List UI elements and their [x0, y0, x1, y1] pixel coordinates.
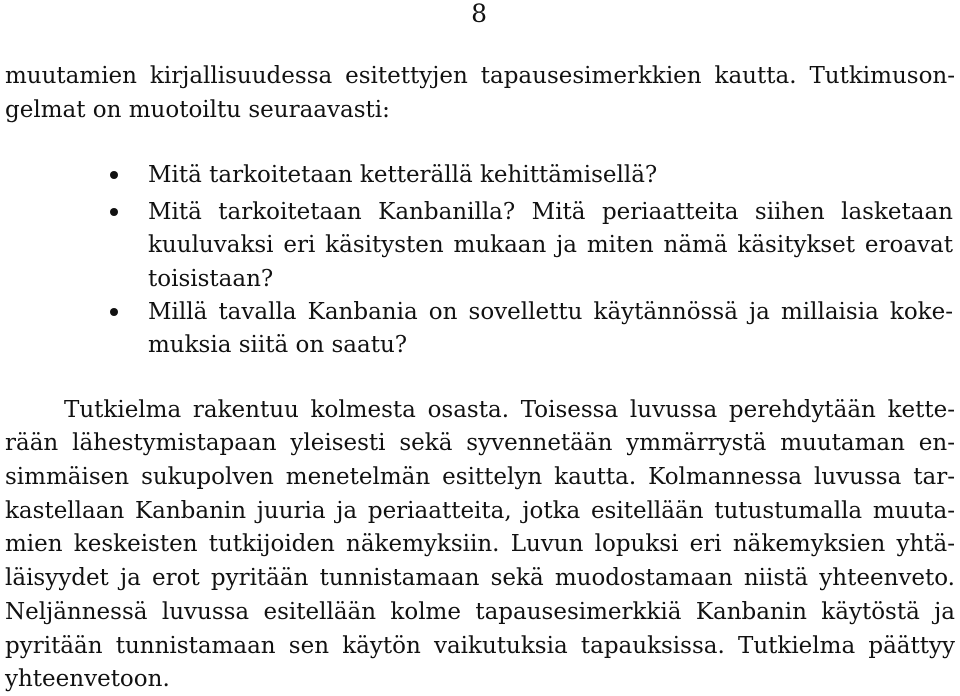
bullet-icon — [110, 308, 118, 316]
bullet-icon — [110, 171, 118, 179]
question-2-line-2: kuuluvaksi eri käsitysten mukaan ja miten nämä käsitykset eroavat — [148, 232, 953, 258]
intro-line-2: gelmat on muotoiltu seuraavasti: — [5, 97, 390, 123]
bullet-icon — [110, 208, 118, 216]
paragraph-line-7: Neljännessä luvussa esitellään kolme tapausesimerkkiä Kanbanin käytöstä ja — [5, 599, 955, 625]
paragraph-line-1: Tutkielma rakentuu kolmesta osasta. Toisessa luvussa perehdytään kette- — [64, 397, 955, 423]
page-number: 8 — [471, 0, 487, 28]
paragraph-line-2: rään lähestymistapaan yleisesti sekä syvennetään ymmärrystä muutaman en- — [5, 430, 955, 456]
question-3-line-1: Millä tavalla Kanbania on sovellettu käytännössä ja millaisia koke- — [148, 299, 953, 325]
paragraph-line-9: yhteenvetoon. — [5, 666, 170, 692]
paragraph-line-3: simmäisen sukupolven menetelmän esittelyn kautta. Kolmannessa luvussa tar- — [5, 464, 955, 490]
question-2-line-1: Mitä tarkoitetaan Kanbanilla? Mitä periaatteita siihen lasketaan — [148, 199, 953, 225]
paragraph-line-4: kastellaan Kanbanin juuria ja periaatteita, jotka esitellään tutustumalla muuta- — [5, 498, 955, 524]
paragraph-line-6: läisyydet ja erot pyritään tunnistamaan sekä muodostamaan niistä yhteenveto. — [5, 565, 955, 591]
question-3-line-2: muksia siitä on saatu? — [148, 332, 408, 358]
question-2-line-3: toisistaan? — [148, 266, 274, 292]
intro-line-1: muutamien kirjallisuudessa esitettyjen tapausesimerkkien kautta. Tutkimuson- — [5, 63, 955, 89]
paragraph-line-5: mien keskeisten tutkijoiden näkemyksiin. Luvun lopuksi eri näkemyksien yhtä- — [5, 531, 955, 557]
question-1-line-1: Mitä tarkoitetaan ketterällä kehittämisellä? — [148, 162, 658, 188]
paragraph-line-8: pyritään tunnistamaan sen käytön vaikutuksia tapauksissa. Tutkielma päättyy — [5, 633, 955, 659]
